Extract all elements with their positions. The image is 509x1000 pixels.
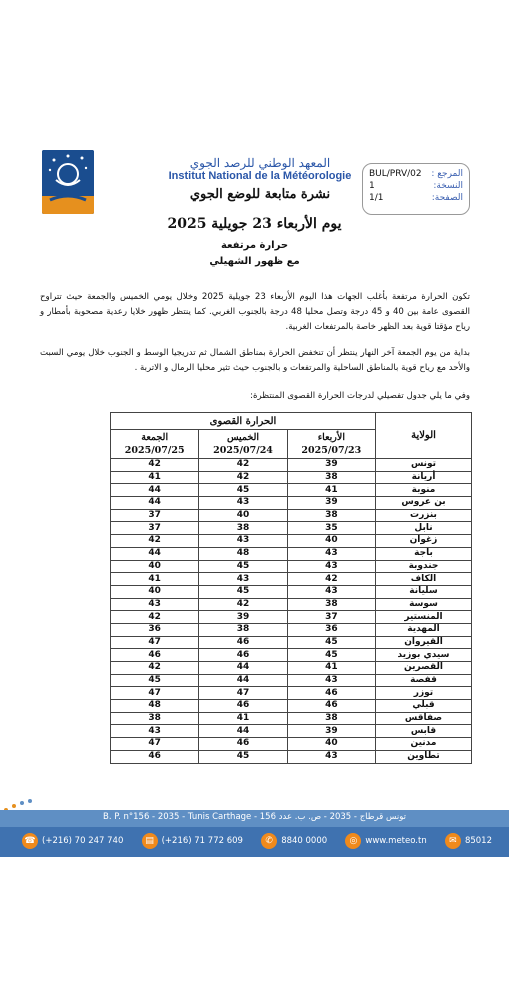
temp-cell-day3: 47 [111, 738, 199, 751]
temp-cell-day2: 39 [199, 611, 287, 624]
phone-icon: ☎ [22, 833, 38, 849]
temp-cell-day2: 46 [199, 700, 287, 713]
temp-cell-day3: 41 [111, 573, 199, 586]
table-row [111, 547, 472, 560]
day-date: 2025/07/24 [213, 445, 273, 456]
region-cell: باجة [376, 547, 472, 560]
sms-contact[interactable] [445, 833, 492, 849]
temp-cell-day1: 43 [287, 674, 375, 687]
region-header: الولاية [376, 413, 472, 459]
region-cell: قفصة [376, 674, 472, 687]
region-cell: تطاوين [376, 750, 472, 763]
table-row [111, 674, 472, 687]
region-cell: صفاقس [376, 712, 472, 725]
temp-cell-day2: 47 [199, 687, 287, 700]
day-name: الجمعة [141, 432, 169, 443]
table-row [111, 560, 472, 573]
day-header [199, 430, 287, 459]
table-row [111, 598, 472, 611]
footer [0, 796, 509, 861]
temp-cell-day2: 43 [199, 535, 287, 548]
region-cell: تونس [376, 459, 472, 472]
temp-cell-day3: 44 [111, 497, 199, 510]
temp-cell-day2: 40 [199, 509, 287, 522]
table-row [111, 497, 472, 510]
temp-cell-day2: 45 [199, 585, 287, 598]
temp-cell-day1: 38 [287, 712, 375, 725]
reference-row [369, 168, 463, 180]
max-temp-group-header: الحرارة القصوى [111, 413, 376, 430]
day-date: 2025/07/23 [301, 445, 362, 456]
table-row [111, 471, 472, 484]
temp-cell-day1: 39 [287, 497, 375, 510]
subtitle-heat: حرارة مرتفعة [220, 240, 289, 251]
reference-label: المرجع : [431, 169, 463, 179]
forecast-paragraph-1: تكون الحرارة مرتفعة بأغلب الجهات هذا اليوم الأربعاء 23 جويلية 2025 وخلال يومي الخميس والجمعة حيث تتراوح القصوى عامة بين 40 و 45 درجة وتصل محليا 48 درجة بالجنوب الغربي. كما ينتظر ظهور خلايا رعدية مصحوبة بأمطار و رياح مؤقتا قوية بعد الظهر خاصة بالمرتفعات الغربية. [40, 292, 470, 332]
temp-cell-day1: 43 [287, 750, 375, 763]
temp-cell-day3: 41 [111, 471, 199, 484]
temp-cell-day3: 43 [111, 598, 199, 611]
temp-cell-day2: 45 [199, 750, 287, 763]
inm-logo [42, 150, 94, 214]
temp-cell-day2: 48 [199, 547, 287, 560]
region-cell: الكاف [376, 573, 472, 586]
temp-cell-day3: 46 [111, 649, 199, 662]
temp-cell-day1: 41 [287, 662, 375, 675]
institute-header [150, 156, 370, 202]
day-header [287, 430, 375, 459]
region-cell: قابس [376, 725, 472, 738]
table-row [111, 484, 472, 497]
reference-box [362, 163, 470, 215]
institute-name-ar: المعهد الوطني للرصد الجوي [189, 156, 331, 170]
table-row [111, 738, 472, 751]
temp-cell-day1: 35 [287, 522, 375, 535]
footer-address: B. P. n°156 - 2035 - Tunis Carthage - تونس قرطاج - 2035 - ص. ب. عدد 156 [103, 812, 406, 822]
temp-cell-day3: 37 [111, 522, 199, 535]
temp-cell-day3: 37 [111, 509, 199, 522]
temp-cell-day3: 38 [111, 712, 199, 725]
region-cell: منوبة [376, 484, 472, 497]
table-row [111, 573, 472, 586]
table-row [111, 585, 472, 598]
table-row [111, 649, 472, 662]
region-cell: مدنين [376, 738, 472, 751]
green-number: 8840 0000 [281, 836, 328, 846]
temp-cell-day2: 44 [199, 662, 287, 675]
temp-cell-day3: 44 [111, 547, 199, 560]
temp-cell-day3: 47 [111, 636, 199, 649]
temp-cell-day3: 42 [111, 535, 199, 548]
green-number-contact[interactable] [261, 833, 327, 849]
temp-cell-day2: 45 [199, 484, 287, 497]
region-cell: توزر [376, 687, 472, 700]
reference-value: BUL/PRV/02 [369, 169, 422, 179]
temp-cell-day1: 40 [287, 738, 375, 751]
region-cell: أريانة [376, 471, 472, 484]
temp-cell-day1: 39 [287, 725, 375, 738]
page-value: 1/1 [369, 193, 384, 203]
temp-cell-day3: 40 [111, 560, 199, 573]
region-cell: سوسة [376, 598, 472, 611]
website-contact[interactable] [345, 833, 426, 849]
temp-cell-day3: 45 [111, 674, 199, 687]
temp-cell-day1: 43 [287, 560, 375, 573]
table-row [111, 459, 472, 472]
footer-contacts [22, 833, 492, 849]
region-cell: سليانة [376, 585, 472, 598]
table-row [111, 636, 472, 649]
temp-cell-day1: 40 [287, 535, 375, 548]
region-cell: زغوان [376, 535, 472, 548]
table-row [111, 750, 472, 763]
temp-cell-day2: 44 [199, 674, 287, 687]
day-header [111, 430, 199, 459]
temp-cell-day3: 47 [111, 687, 199, 700]
temp-cell-day1: 43 [287, 547, 375, 560]
table-row [111, 623, 472, 636]
temp-cell-day1: 38 [287, 509, 375, 522]
copy-row [369, 180, 463, 192]
day-date: 2025/07/25 [124, 445, 185, 456]
temp-cell-day2: 43 [199, 573, 287, 586]
temp-cell-day2: 46 [199, 649, 287, 662]
temp-cell-day1: 45 [287, 649, 375, 662]
copy-value: 1 [369, 181, 375, 191]
temp-cell-day2: 41 [199, 712, 287, 725]
temperature-rows [111, 459, 472, 764]
temp-cell-day3: 42 [111, 611, 199, 624]
temp-cell-day1: 39 [287, 459, 375, 472]
sms-number: 85012 [464, 836, 492, 846]
table-row [111, 522, 472, 535]
table-row [111, 700, 472, 713]
temp-cell-day3: 43 [111, 725, 199, 738]
temp-cell-day3: 42 [111, 459, 199, 472]
temp-cell-day3: 44 [111, 484, 199, 497]
temp-cell-day3: 46 [111, 750, 199, 763]
globe-icon: ◎ [345, 833, 361, 849]
table-row [111, 535, 472, 548]
temp-cell-day3: 40 [111, 585, 199, 598]
table-row [111, 725, 472, 738]
day-name: الخميس [226, 432, 260, 443]
temp-cell-day1: 38 [287, 598, 375, 611]
region-cell: بنزرت [376, 509, 472, 522]
fax-contact[interactable] [142, 833, 243, 849]
temp-cell-day3: 36 [111, 623, 199, 636]
temp-cell-day1: 46 [287, 700, 375, 713]
page-row [369, 192, 463, 204]
forecast-paragraph-2: بداية من يوم الجمعة آخر النهار ينتظر أن تنخفض الحرارة بمناطق الشمال ثم تدريجيا الوسط و الجنوب خلال يومي السبت والأحد مع رياح قوية بالمناطق الساحلية والمرتفعات و بالجنوب حيث تثير محليا الرمال و الاتربة . [40, 348, 470, 373]
table-row [111, 509, 472, 522]
fax-icon: ▤ [142, 833, 158, 849]
region-cell: المهدية [376, 623, 472, 636]
region-cell: سيدي بوزيد [376, 649, 472, 662]
max-temperature-table [110, 412, 472, 764]
institute-name-fr: Institut National de la Météorologie [168, 170, 352, 182]
phone-contact[interactable] [22, 833, 123, 849]
bulletin-title: نشرة متابعة للوضع الجوي [189, 187, 331, 202]
temp-cell-day1: 42 [287, 573, 375, 586]
table-row [111, 687, 472, 700]
temp-cell-day2: 46 [199, 738, 287, 751]
temp-cell-day1: 45 [287, 636, 375, 649]
fax-number: (+216) 71 772 609 [161, 836, 243, 846]
temp-cell-day2: 45 [199, 560, 287, 573]
temp-cell-day2: 38 [199, 522, 287, 535]
temp-cell-day1: 37 [287, 611, 375, 624]
table-intro: وفي ما يلي جدول تفصيلي لدرجات الحرارة القصوى المنتظرة: [250, 391, 470, 401]
temp-cell-day3: 48 [111, 700, 199, 713]
date-title: يوم الأربعاء 23 جويلية 2025 [167, 216, 342, 232]
temp-cell-day1: 46 [287, 687, 375, 700]
temp-cell-day1: 41 [287, 484, 375, 497]
table-row [111, 712, 472, 725]
page-label: الصفحة: [431, 193, 463, 203]
temp-cell-day2: 42 [199, 598, 287, 611]
region-cell: بن عروس [376, 497, 472, 510]
phone-number: (+216) 70 247 740 [42, 836, 124, 846]
website-link[interactable]: www.meteo.tn [365, 836, 427, 846]
temp-cell-day2: 43 [199, 497, 287, 510]
subtitle-sirocco: مع ظهور الشهيلي [209, 256, 300, 267]
region-cell: المنستير [376, 611, 472, 624]
hand-phone-icon: ✆ [261, 833, 277, 849]
temp-cell-day1: 43 [287, 585, 375, 598]
temp-cell-day2: 44 [199, 725, 287, 738]
temp-cell-day1: 38 [287, 471, 375, 484]
sms-icon: ✉ [445, 833, 461, 849]
region-cell: قبلي [376, 700, 472, 713]
day-name: الأربعاء [317, 432, 345, 443]
temp-cell-day2: 42 [199, 471, 287, 484]
table-row [111, 662, 472, 675]
region-cell: نابل [376, 522, 472, 535]
copy-label: النسخة: [433, 181, 463, 191]
temp-cell-day2: 38 [199, 623, 287, 636]
temp-cell-day3: 42 [111, 662, 199, 675]
temp-cell-day1: 36 [287, 623, 375, 636]
table-row [111, 611, 472, 624]
temp-cell-day2: 42 [199, 459, 287, 472]
region-cell: جندوبة [376, 560, 472, 573]
temp-cell-day2: 46 [199, 636, 287, 649]
region-cell: القيروان [376, 636, 472, 649]
region-cell: القصرين [376, 662, 472, 675]
